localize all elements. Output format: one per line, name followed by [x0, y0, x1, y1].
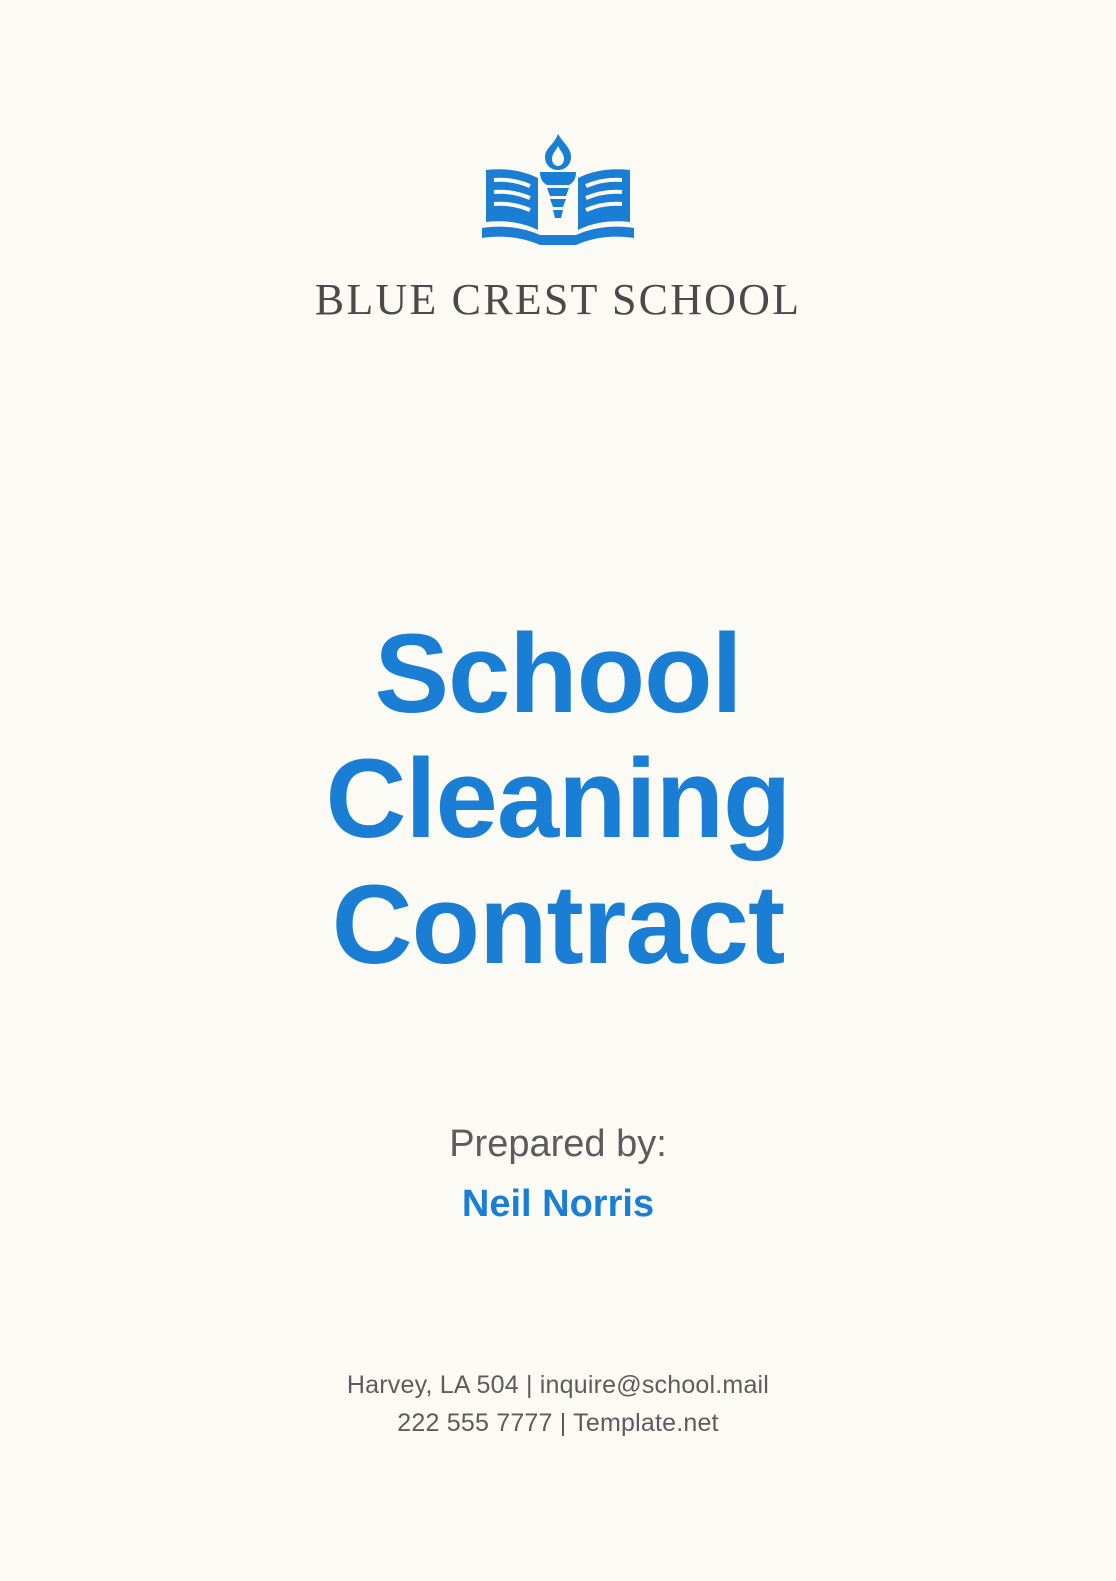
open-book-with-flame-torch-icon: [478, 128, 638, 248]
logo-block: [315, 128, 801, 325]
title-line-2: Cleaning: [325, 736, 791, 862]
prepared-by-name: Neil Norris: [461, 1182, 655, 1225]
footer-phone-website: 222 555 7777 | Template.net: [397, 1409, 719, 1438]
document-title-block: [128, 611, 988, 987]
school-name: BLUE CREST SCHOOL: [314, 275, 802, 324]
prepared-by-block: [449, 1119, 667, 1230]
title-line-1: School: [374, 611, 742, 736]
prepared-by-label: Prepared by:: [449, 1123, 667, 1166]
footer-contact-block: [0, 1366, 1116, 1444]
footer-address-email: Harvey, LA 504 | inquire@school.mail: [346, 1370, 770, 1399]
title-line-3: Contract: [331, 861, 785, 987]
